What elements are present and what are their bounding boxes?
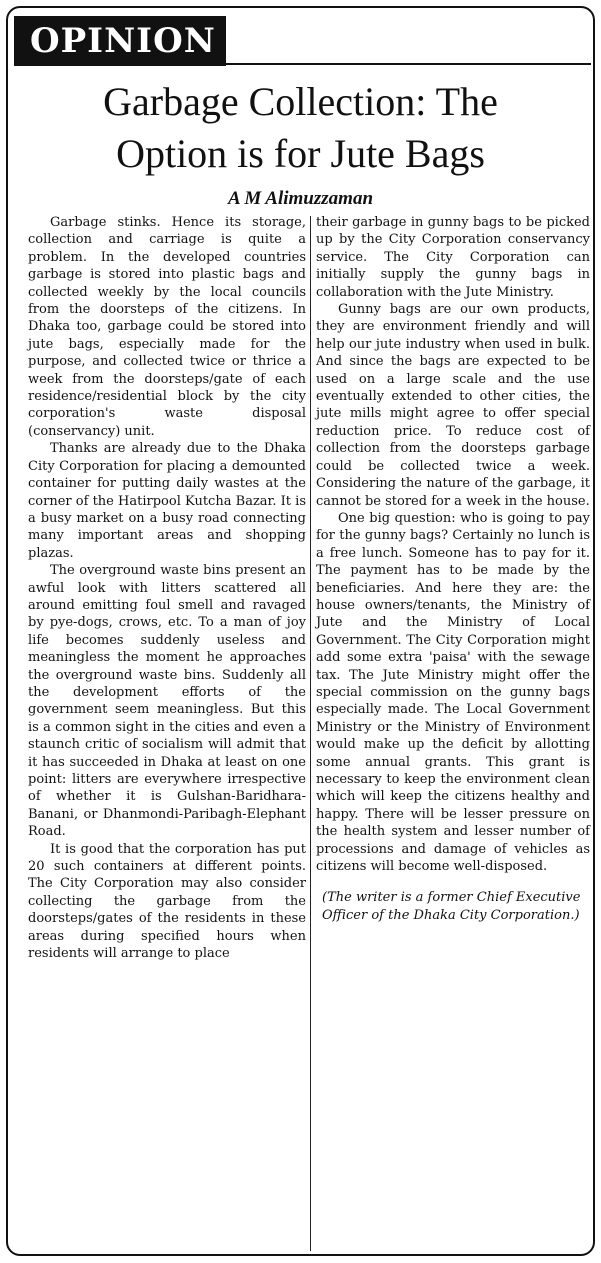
paragraph: It is good that the corporation has put 20 such containers at different points. The City Corporation may also consider collecting the garbage from the doorsteps/gates of the residents in these areas during specified hours when residents will arrange to place bbox=[28, 841, 306, 962]
right-column bbox=[316, 214, 590, 924]
paragraph: The overground waste bins present an awful look with litters scattered all around emitting foul smell and ravaged by pye-dogs, crows, etc. To a man of joy life becomes suddenly useless and meaningless the moment he approaches the overground waste bins. Suddenly all the development efforts of the government seem meaningless. But this is a common sight in the cities and even a staunch critic of socialism will admit that it has succeeded in Dhaka at least on one point: litters are everywhere irrespective of whether it is Gulshan-Baridhara-Banani, or Dhanmondi-Paribagh-Elephant Road. bbox=[28, 563, 306, 840]
section-label: OPINION bbox=[14, 16, 226, 66]
headline-line-1: Garbage Collection: The bbox=[103, 79, 498, 124]
paragraph: Garbage stinks. Hence its storage, collection and carriage is quite a problem. In the developed countries garbage is stored into plastic bags and collected weekly by the local councils from the doorsteps of the citizens. In Dhaka too, garbage could be stored into jute bags, especially made for the purpose, and collected twice or thrice a week from the doorsteps/gate of each residence/residential block by the city corporation's waste disposal (conservancy) unit. bbox=[28, 215, 306, 439]
paragraph-continued: their garbage in gunny bags to be picked up by the City Corporation conservancy service. The City Corporation can initially supply the gunny bags in collaboration with the Jute Ministry. bbox=[316, 215, 590, 300]
headline-line-2: Option is for Jute Bags bbox=[116, 131, 485, 176]
paragraph: One big question: who is going to pay for the gunny bags? Certainly no lunch is a free lunch. Someone has to pay for it. The payment has to be made by the beneficiaries. And here they are: the house owners/tenants, the Ministry of Jute and the Ministry of Local Government. The City Corporation might add some extra 'paisa' with the sewage tax. The Jute Ministry might offer the special commission on the gunny bags especially made. The Local Government Ministry or the Ministry of Environment would make up the deficit by allotting some annual grants. This grant is necessary to keep the environment clean which will keep the citizens healthy and happy. There will be lesser pressure on the health system and lesser number of processions and damage of vehicles as citizens will become well-disposed. bbox=[316, 510, 590, 875]
header-rule bbox=[226, 63, 591, 65]
paragraph: Gunny bags are our own products, they are environment friendly and will help our jute industry when used in bulk. And since the bags are expected to be used on a large scale and the use eventually extended to other cities, the jute mills might agree to offer special reduction price. To reduce cost of collection from the doorsteps garbage could be collected twice a week. Considering the nature of the garbage, it cannot be stored for a week in the house. bbox=[316, 302, 590, 509]
left-column bbox=[28, 214, 306, 962]
headline bbox=[8, 76, 593, 180]
paragraph: Thanks are already due to the Dhaka City Corporation for placing a demounted container for putting daily wastes at the corner of the Hatirpool Kutcha Bazar. It is a busy market on a busy road connecting many important areas and shopping plazas. bbox=[28, 441, 306, 561]
byline: A M Alimuzzaman bbox=[227, 188, 374, 209]
author-note: (The writer is a former Chief Executive Officer of the Dhaka City Corporation.) bbox=[322, 890, 581, 923]
column-divider bbox=[310, 216, 311, 1251]
article-frame bbox=[6, 6, 595, 1256]
